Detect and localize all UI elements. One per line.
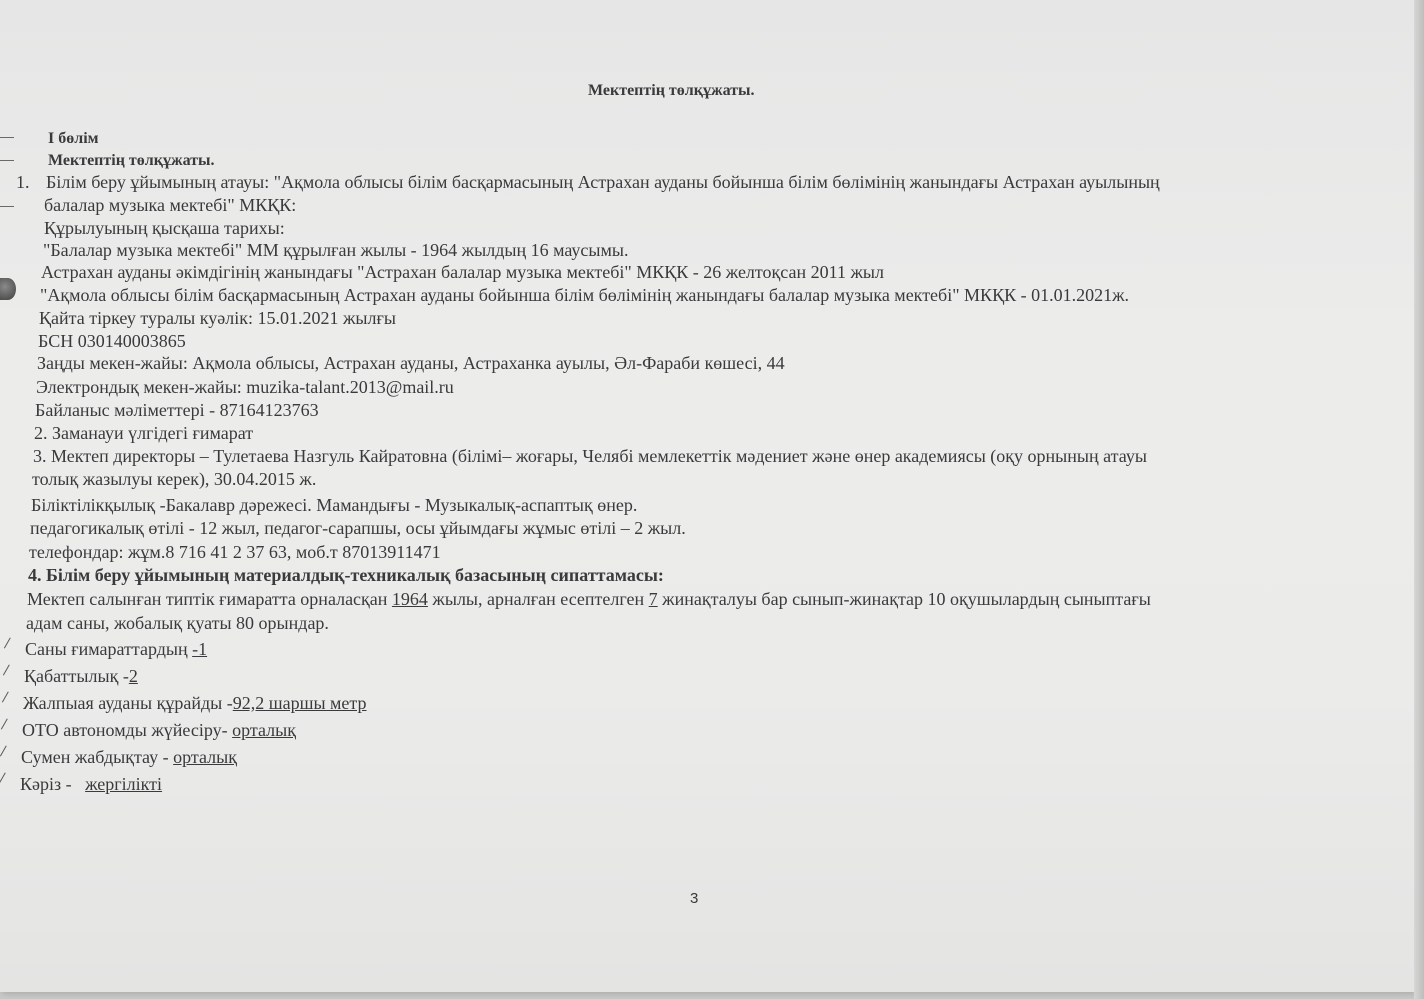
- fact-label: Сумен жабдықтау -: [21, 747, 174, 767]
- item3-line1: 3. Мектеп директоры – Тулетаева Назгуль Кайратовна (білімі– жоғары, Челябі мемлекеттік мәдениет және өнер академиясы (оқу орнының атауы: [33, 446, 1147, 466]
- history-line1: "Балалар музыка мектебі" ММ құрылған жылы - 1964 жылдың 16 маусымы.: [43, 240, 629, 260]
- phones-text: телефондар: жұм.8 716 41 2 37 63, моб.т 87013911471: [29, 542, 441, 562]
- item1-line1: Білім беру ұйымының атауы: "Ақмола облысы білім басқармасының Астрахан ауданы бойынша білім бөлімінің жанындағы Астрахан ауылының: [46, 172, 1160, 192]
- fact-total-area: [23, 692, 367, 714]
- building-text-start: Мектеп салынған типтік ғимаратта орналасқан: [27, 589, 392, 609]
- building-line2: адам саны, жобалық қуаты 80 орындар.: [26, 613, 329, 633]
- qualification-text: Біліктілікқылық -Бакалавр дәрежесі. Мамандығы - Музыкалық-аспаптық өнер.: [31, 495, 638, 515]
- checkmark-icon: [1, 719, 18, 736]
- item2-text: 2. Заманауи үлгідегі ғимарат: [34, 423, 254, 443]
- page-edge: [1414, 0, 1424, 999]
- fact-water-supply: [21, 746, 237, 768]
- bin-text: БСН 030140003865: [38, 331, 186, 351]
- item4-heading-text: Білім беру ұйымының материалдық-техникалық базасының сипаттамасы:: [46, 565, 664, 585]
- building-text-middle: жылы, арналған есептелген: [427, 589, 649, 609]
- page-number: 3: [690, 890, 699, 907]
- item4-heading: [28, 564, 664, 586]
- fact-buildings: [25, 638, 207, 660]
- checkmark-icon: [3, 665, 20, 682]
- history-line2: Астрахан ауданы әкімдігінің жанындағы "Астрахан балалар музыка мектебі" МКҚК - 26 желтоқсан 2011 жыл: [41, 262, 884, 282]
- section-heading: I бөлім: [48, 130, 99, 147]
- building-year: 1964: [391, 589, 428, 609]
- fact-value: орталық: [173, 747, 237, 767]
- checkmark-icon: [2, 692, 19, 709]
- section-subtitle: Мектептің төлқұжаты.: [48, 152, 215, 169]
- email-text: Электрондық мекен-жайы: muzika-talant.2013@mail.ru: [36, 377, 454, 397]
- fact-heating: [22, 719, 296, 741]
- margin-dash: [0, 137, 14, 138]
- history-label: Құрылуының қысқаша тарихы:: [44, 218, 285, 238]
- fact-value: жергілікті: [85, 774, 163, 794]
- building-text-end: жинақталуы бар сынып-жинақтар 10 оқушылардың сыныптағы: [657, 589, 1151, 609]
- history-line3: "Ақмола облысы білім басқармасының Астрахан ауданы бойынша білім бөлімінің жанындағы балалар музыка мектебі" МКҚК - 01.01.2021ж.: [40, 285, 1130, 305]
- reregistration-text: Қайта тіркеу туралы куәлік: 15.01.2021 жылғы: [39, 308, 396, 328]
- fact-label: Кәріз -: [20, 774, 86, 794]
- margin-dash: [0, 160, 14, 161]
- binder-hole-icon: [0, 278, 16, 300]
- experience-text: педагогикалық өтілі - 12 жыл, педагог-сарапшы, осы ұйымдағы жұмыс өтілі – 2 жыл.: [30, 518, 686, 538]
- margin-dash: [0, 206, 14, 207]
- fact-label: Саны ғимараттардың: [25, 639, 193, 659]
- item3-line2: толық жазылуы керек), 30.04.2015 ж.: [32, 469, 317, 489]
- contacts-text: Байланыс мәліметтері - 87164123763: [35, 400, 319, 420]
- page-title: Мектептің төлқұжаты.: [588, 82, 755, 99]
- building-line1: [27, 588, 1151, 610]
- fact-floors: [24, 665, 138, 687]
- fact-value: 2: [128, 666, 138, 686]
- checkmark-icon: [0, 773, 16, 790]
- checkmark-icon: [4, 638, 21, 655]
- checkmark-icon: [0, 746, 17, 763]
- item1-number: 1.: [16, 172, 30, 192]
- fact-label: Жалпыая ауданы құрайды -: [23, 693, 233, 713]
- fact-value: -1: [192, 639, 208, 659]
- item4-number: 4.: [28, 565, 46, 585]
- fact-value: 92,2 шаршы метр: [232, 693, 367, 713]
- item1-line2: балалар музыка мектебі" МКҚК:: [44, 195, 297, 215]
- fact-label: ОТО автономды жүйесіру-: [22, 720, 233, 740]
- building-count: 7: [648, 589, 658, 609]
- fact-sewerage: [20, 773, 162, 795]
- fact-label: Қабаттылық -: [24, 666, 129, 686]
- legal-address: Заңды мекен-жайы: Ақмола облысы, Астрахан ауданы, Астраханка ауылы, Әл-Фараби көшесі, 44: [37, 353, 785, 373]
- fact-value: орталық: [232, 720, 296, 740]
